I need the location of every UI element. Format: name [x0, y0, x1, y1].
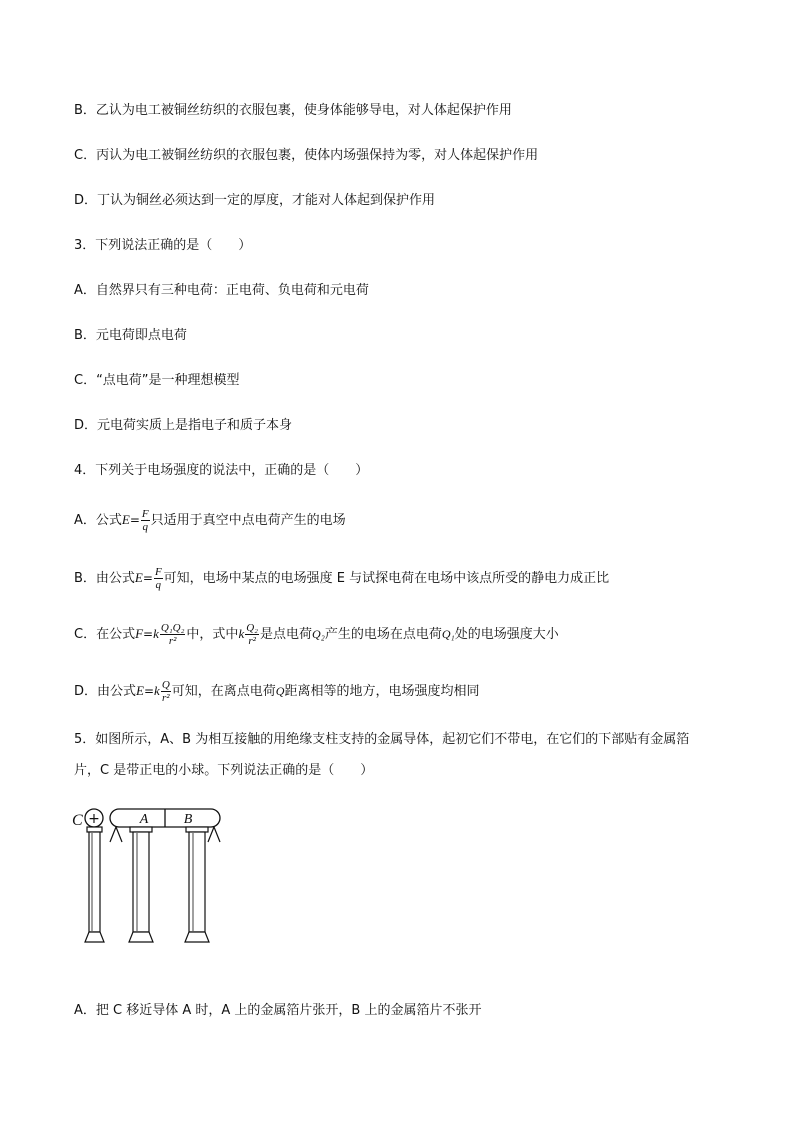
q4d-q: Q [275, 684, 285, 698]
label-b: B [183, 812, 193, 827]
foil-b-icon [208, 827, 220, 842]
q4d-eq: = [143, 684, 155, 698]
q2-option-d: D．丁认为铜丝必须达到一定的厚度，才能对人体起到保护作用 [74, 193, 436, 208]
q4a-eq: = [129, 513, 140, 527]
q4d-prefix: D．由公式 [74, 684, 137, 699]
q4a-denominator: q [142, 521, 149, 533]
q4b-lhs: E [134, 570, 143, 585]
q4c-suffix: 处的电场强度大小 [454, 627, 559, 642]
q4a-fraction [141, 508, 150, 533]
q4c-lhs: F [135, 626, 144, 641]
q3-option-c: C．“点电荷”是一种理想模型 [74, 373, 240, 388]
q4c-k2: k [238, 626, 245, 641]
pillar-a-base [129, 932, 153, 942]
q3-stem: 3．下列说法正确的是（ ） [74, 238, 252, 253]
q4c-prefix: C．在公式 [74, 627, 136, 642]
q4d-denominator: r² [161, 692, 170, 704]
q4-option-c [74, 622, 559, 647]
q3-option-b: B．元电荷即点电荷 [74, 328, 187, 343]
q4a-suffix: 只适用于真空中点电荷产生的电场 [150, 513, 346, 528]
pillar-b-cap [186, 827, 208, 832]
q4c-q1: Q₁ [441, 627, 455, 641]
q4b-numerator: F [154, 566, 162, 578]
q4c-fraction-2 [245, 622, 259, 647]
q2-option-c: C．丙认为电工被铜丝纺织的衣服包裹，使体内场强保持为零，对人体起保护作用 [74, 148, 539, 163]
q4d-fraction [161, 679, 171, 704]
q4b-denominator: q [155, 579, 162, 591]
foil-a-icon [110, 827, 122, 842]
pillar-c-base [85, 932, 104, 942]
q4c-k: k [153, 626, 159, 641]
pillar-c [89, 832, 100, 932]
q4c-fraction [160, 622, 186, 647]
q4b-fraction [154, 566, 163, 591]
q4d-mid: 可知，在离点电荷 [171, 684, 276, 699]
q4b-prefix: B．由公式 [74, 571, 135, 586]
pillar-a [133, 832, 149, 932]
q4-option-a [74, 508, 346, 533]
q4c-denominator: r² [168, 635, 177, 647]
q4b-eq: = [142, 571, 153, 585]
q4-option-d [74, 679, 479, 704]
label-c: C [72, 812, 83, 829]
q4c-q2: Q₂ [312, 627, 325, 641]
q2-option-b: B．乙认为电工被铜丝纺织的衣服包裹，使身体能够导电，对人体起保护作用 [74, 103, 512, 118]
q4d-suffix: 距离相等的地方，电场强度均相同 [284, 684, 480, 699]
q4-option-b [74, 566, 609, 591]
q4a-numerator: F [141, 508, 149, 520]
q4c-numerator: Q₁Q₂ [160, 622, 185, 634]
plus-sign-icon: + [88, 811, 100, 827]
q4a-prefix: A．公式 [74, 513, 122, 528]
q4d-numerator: Q [161, 679, 170, 691]
q4a-lhs: E [121, 512, 130, 527]
q4b-suffix: 可知，电场中某点的电场强度 E 与试探电荷在电场中该点所受的静电力成正比 [163, 571, 610, 586]
q4c-numerator-2: Q₂ [246, 622, 258, 634]
q4d-k: k [154, 683, 160, 698]
q5-stem-line-1: 5．如图所示，A、B 为相互接触的用绝缘支柱支持的金属导体，起初它们不带电，在它们的下部贴有金属箔 [74, 732, 690, 747]
q4c-mid1: 中，式中 [186, 627, 239, 642]
q4c-mid3: 产生的电场在点电荷 [324, 627, 442, 642]
q5-option-a: A．把 C 移近导体 A 时，A 上的金属箔片张开，B 上的金属箔片不张开 [74, 1003, 482, 1018]
q3-option-d: D．元电荷实质上是指电子和质子本身 [74, 418, 293, 433]
q5-stem-line-2: 片，C 是带正电的小球。下列说法正确的是（ ） [74, 763, 374, 778]
pillar-b [189, 832, 205, 932]
q4c-denominator-2: r² [248, 635, 256, 647]
electroscope-figure [72, 802, 252, 952]
pillar-a-cap [130, 827, 152, 832]
pillar-c-cap [87, 827, 102, 832]
q4-stem: 4．下列关于电场强度的说法中，正确的是（ ） [74, 463, 369, 478]
label-a: A [139, 812, 149, 827]
q4c-eq: = [143, 627, 154, 641]
q3-option-a: A．自然界只有三种电荷：正电荷、负电荷和元电荷 [74, 283, 369, 298]
pillar-b-base [185, 932, 209, 942]
q4d-lhs: E [136, 683, 144, 698]
q4c-mid2: 是点电荷 [260, 627, 313, 642]
